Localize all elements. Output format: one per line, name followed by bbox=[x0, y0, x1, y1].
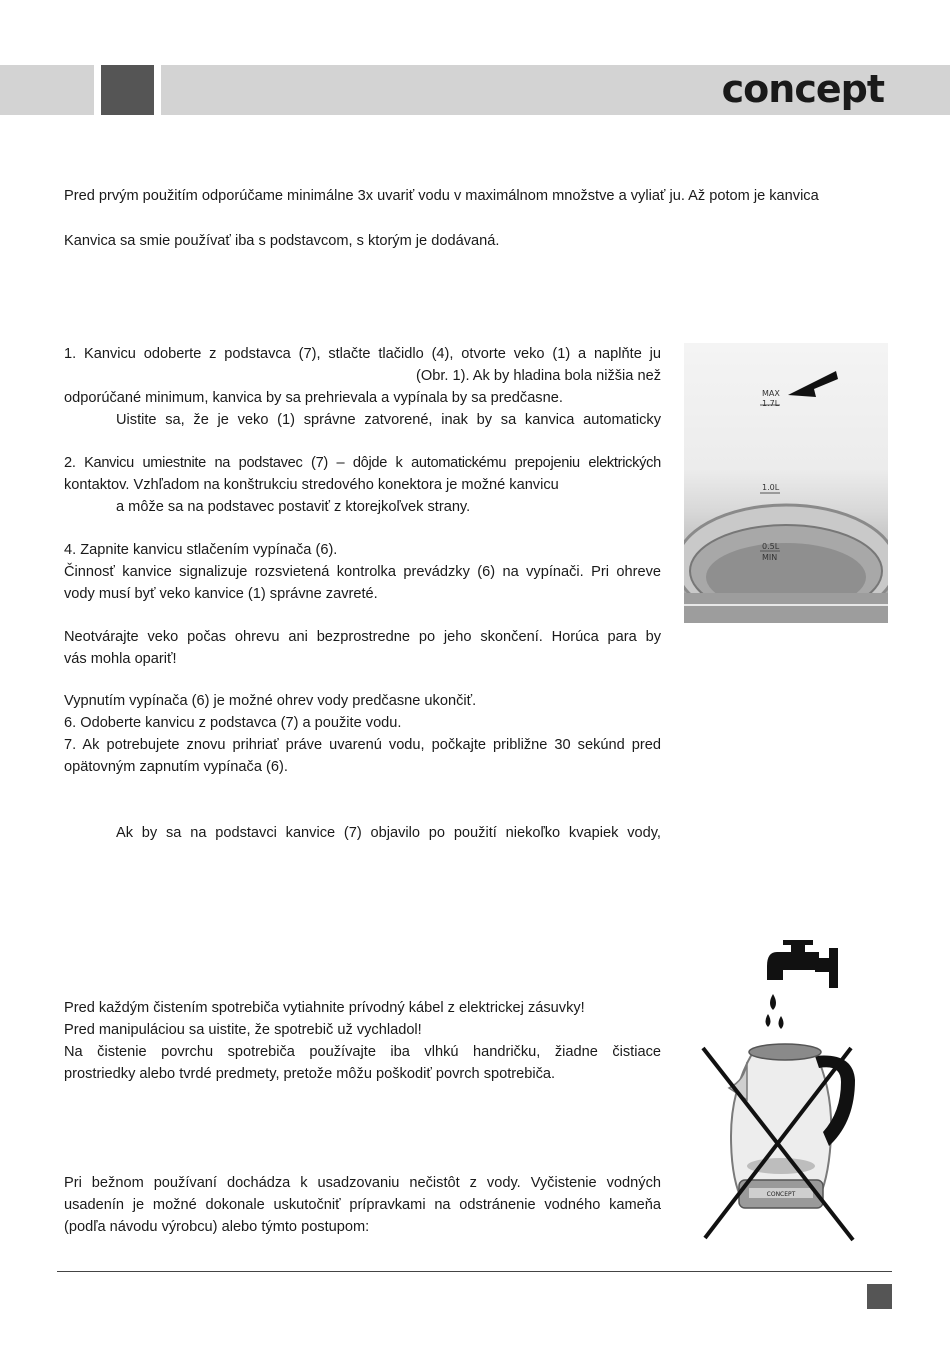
text-line: vás mohla opariť! bbox=[64, 651, 177, 667]
page-number-box bbox=[867, 1284, 892, 1309]
water-level-photo-art bbox=[684, 343, 888, 623]
kettle-brand-mark: CONCEPT bbox=[766, 1191, 796, 1198]
no-water-immersion-icon bbox=[695, 940, 860, 1245]
text-line: usadenín je možné dokonale uskutočniť prípravkami na odstránenie vodného kameňa bbox=[64, 1197, 661, 1213]
cleaning-paragraph-2 bbox=[64, 1172, 661, 1238]
text-line: 7. Ak potrebujete znovu prihriať práve uvarenú vodu, počkajte približne 30 sekúnd pred bbox=[64, 737, 661, 753]
water-drops-icon bbox=[766, 994, 784, 1029]
text-line: 6. Odoberte kanvicu z podstavca (7) a použite vodu. bbox=[64, 715, 402, 731]
text-line: opätovným zapnutím vypínača (6). bbox=[64, 759, 288, 775]
max-mark-label: MAX bbox=[762, 389, 780, 398]
header-gap bbox=[94, 65, 101, 115]
mid-volume-label: 1.0L bbox=[762, 483, 780, 492]
text-line: Uistite sa, že je veko (1) správne zatvorené, inak by sa kanvica automaticky bbox=[116, 412, 661, 428]
step-4 bbox=[64, 539, 661, 605]
text-line: vody musí byť veko kanvice (1) správne zavreté. bbox=[64, 586, 378, 602]
text-line: 4. Zapnite kanvicu stlačením vypínača (6). bbox=[64, 542, 338, 558]
brand-logo: concept bbox=[721, 67, 884, 111]
text-line: Vypnutím vypínača (6) je možné ohrev vody predčasne ukončiť. bbox=[64, 693, 477, 709]
text-line: (Obr. 1). Ak by hladina bola nižšia než bbox=[416, 368, 661, 384]
intro-paragraph-1: Pred prvým použitím odporúčame minimálne 3x uvariť vodu v maximálnom množstve a vyliať ju. Až potom je kanvica bbox=[64, 188, 819, 204]
text-line: odporúčané minimum, kanvica by sa prehrievala a vypínala by sa predčasne. bbox=[64, 390, 563, 406]
text-line: Pri bežnom používaní dochádza k usadzovaniu nečistôt z vody. Vyčistenie vodných bbox=[64, 1175, 661, 1191]
text-line: (podľa návodu výrobcu) alebo týmto postupom: bbox=[64, 1219, 370, 1235]
water-level-photo bbox=[684, 343, 888, 623]
step-2 bbox=[64, 452, 661, 518]
text-line: Neotvárajte veko počas ohrevu ani bezprostredne po jeho skončení. Horúca para by bbox=[64, 629, 661, 645]
text-line: a môže sa na podstavec postaviť z ktorejkoľvek strany. bbox=[116, 499, 471, 515]
max-volume-label: 1.7L bbox=[762, 399, 780, 408]
header-tab bbox=[101, 65, 154, 115]
text-line: Ak by sa na podstavci kanvice (7) objavilo po použití niekoľko kvapiek vody, bbox=[116, 825, 661, 841]
footer-divider bbox=[57, 1271, 892, 1272]
text-line: Pred manipuláciou sa uistite, že spotrebič už vychladol! bbox=[64, 1022, 422, 1038]
faucet-icon bbox=[767, 940, 838, 988]
text-line: Na čistenie povrchu spotrebiča používajte iba vlhkú handričku, žiadne čistiace bbox=[64, 1044, 661, 1060]
text-line: Pred každým čistením spotrebiča vytiahnite prívodný kábel z elektrickej zásuvky! bbox=[64, 1000, 585, 1016]
text-line: prostriedky alebo tvrdé predmety, pretože môžu poškodiť povrch spotrebiča. bbox=[64, 1066, 556, 1082]
text-line: kontaktov. Vzhľadom na konštrukciu stredového konektora je možné kanvicu bbox=[64, 477, 559, 493]
cleaning-paragraph-1 bbox=[64, 997, 661, 1085]
min-volume-label: 0.5L bbox=[762, 542, 780, 551]
intro-paragraph-2: Kanvica sa smie používať iba s podstavcom, s ktorým je dodávaná. bbox=[64, 233, 500, 249]
min-mark-label: MIN bbox=[762, 553, 778, 562]
text-line: Činnosť kanvice signalizuje rozsvietená kontrolka prevádzky (6) na vypínači. Pri ohreve bbox=[64, 564, 661, 580]
text-line: 1. Kanvicu odoberte z podstavca (7), stlačte tlačidlo (4), otvorte veko (1) a naplňte ju bbox=[64, 346, 661, 362]
warning-paragraph bbox=[64, 626, 661, 670]
note-paragraph bbox=[64, 822, 661, 844]
steps-5-7 bbox=[64, 690, 661, 778]
text-line: 2. Kanvicu umiestnite na podstavec (7) – dôjde k automatickému prepojeniu elektrických bbox=[64, 455, 661, 471]
header-gap bbox=[154, 65, 161, 115]
step-1 bbox=[64, 343, 661, 431]
